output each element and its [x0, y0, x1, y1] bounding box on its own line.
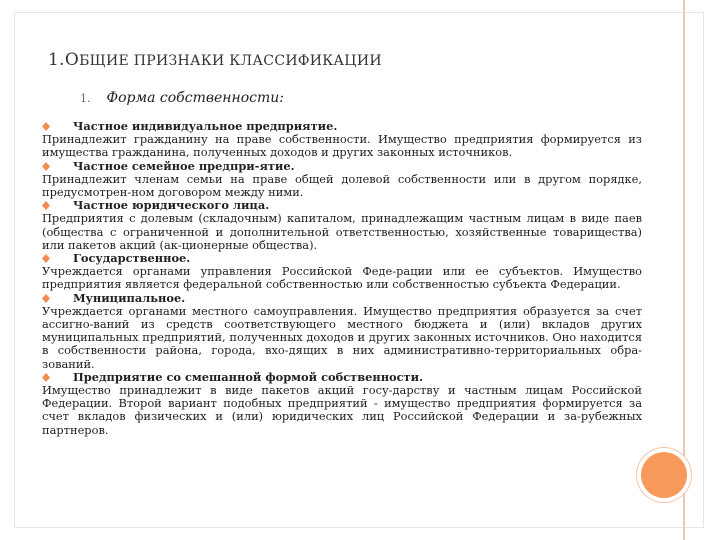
- diamond-bullet-icon: [42, 294, 50, 303]
- page-title: [48, 50, 382, 70]
- page-title-text: БЩИЕ ПРИЗНАКИ КЛАССИФИКАЦИИ: [79, 53, 382, 69]
- diamond-bullet-icon: [42, 373, 50, 382]
- list-item: [42, 252, 642, 292]
- entry-title-text: Государственное.: [73, 251, 191, 266]
- entry-text: Учреждается органами местного самоуправления. Имущество предприятия образуется за счет ассигно-ваний из средств соответствующего местного бюджета и (или) вкладов других муниципальных предприятий, полученных доходов и других законных источников. Оно находится в собственности района, города, вхо-дящих в них административно-территориальных обра-зований.: [42, 303, 642, 371]
- list-item: [42, 160, 642, 200]
- side-rule: [683, 0, 685, 540]
- entry-title: [42, 371, 642, 384]
- entry-title: [42, 120, 642, 133]
- entry-title: [42, 160, 642, 173]
- entry-text: Принадлежит гражданину на праве собственности. Имущество предприятия формируется из имущества гражданина, полученных доходов и других законных источников.: [42, 132, 642, 160]
- entry-text: Имущество принадлежит в виде пакетов акций госу-дарству и частным лицам Российской Федерации. Второй вариант подобных предприятий - имущество предприятия формируется за счет вкладов физических и (или) юридических лиц Российской Федерации и за-рубежных партнеров.: [42, 383, 642, 437]
- entry-text: Принадлежит членам семьи на праве общей долевой собственности или в другом порядке, предусмотрен-ном договором между ними.: [42, 171, 642, 200]
- list-item: [42, 199, 642, 252]
- entry-title: [42, 292, 642, 305]
- section-heading-text: Форма собственности:: [106, 90, 285, 106]
- list-item: [42, 371, 642, 437]
- list-item: [42, 120, 642, 160]
- entry-title: [42, 199, 642, 212]
- entry-title-text: Предприятие со смешанной формой собственности.: [73, 369, 424, 384]
- list-item: [42, 292, 642, 371]
- entry-title: [42, 252, 642, 265]
- section-heading: [80, 90, 284, 106]
- diamond-bullet-icon: [42, 122, 50, 131]
- entry-title-text: Муниципальное.: [73, 290, 186, 305]
- diamond-bullet-icon: [42, 162, 50, 171]
- section-number: 1.: [80, 92, 91, 105]
- page-title-number: 1.: [48, 50, 65, 70]
- page-title-initial: О: [64, 50, 80, 70]
- entry-text: Учреждается органами управления Российской Феде-рации или ее субъектов. Имущество предприятия является федеральной собственностью или собственностью субъекта Федерации.: [42, 264, 642, 292]
- classification-list: [42, 120, 642, 437]
- entry-title-text: Частное юридического лица.: [73, 198, 270, 213]
- entry-title-text: Частное семейное предпри-ятие.: [73, 158, 295, 173]
- orange-circle-icon: [641, 452, 687, 498]
- diamond-bullet-icon: [42, 254, 50, 263]
- entry-title-text: Частное индивидуальное предприятие.: [73, 119, 338, 133]
- diamond-bullet-icon: [42, 201, 50, 210]
- entry-text: Предприятия с долевым (складочным) капиталом, принадлежащим частным лицам в виде паев (общества с ограниченной и дополнительной ответственностью, хозяйственные товарищества) или пакетов акций (ак-ционерные общества).: [42, 211, 642, 252]
